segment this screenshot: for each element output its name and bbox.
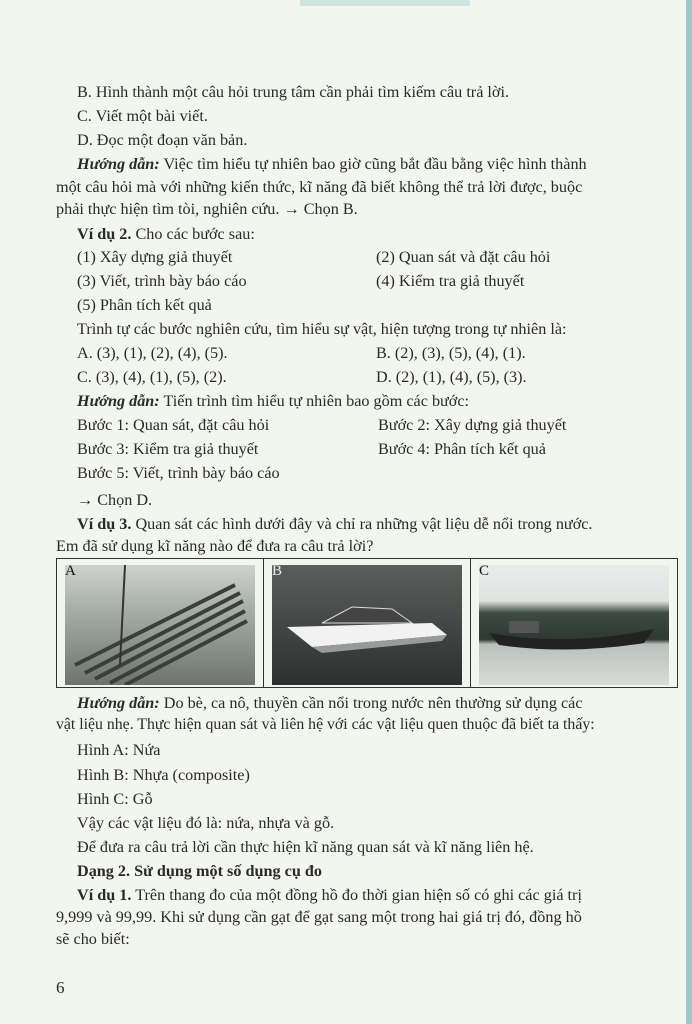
guide-label: Hướng dẫn: bbox=[77, 392, 160, 410]
guide-text: Việc tìm hiểu tự nhiên bao giờ cũng bắt đầu bằng việc hình thành bbox=[159, 155, 587, 173]
guide-step-5: Bước 5: Viết, trình bày báo cáo bbox=[77, 464, 280, 482]
item-c: Hình C: Gỗ bbox=[77, 790, 153, 808]
answer-c: C. (3), (4), (1), (5), (2). bbox=[77, 368, 227, 386]
guide-2 bbox=[77, 391, 469, 411]
example-1-line3: sẽ cho biết: bbox=[56, 930, 130, 948]
page-edge-strip bbox=[686, 0, 692, 1024]
top-band bbox=[300, 0, 470, 6]
figure-row bbox=[56, 558, 678, 688]
example-1 bbox=[77, 885, 582, 905]
example-text: Cho các bước sau: bbox=[131, 225, 255, 243]
figure-label: B bbox=[272, 563, 283, 579]
section-heading: Dạng 2. Sử dụng một số dụng cụ đo bbox=[77, 862, 322, 880]
guide-1-line2: một câu hỏi mà với những kiến thức, kĩ năng đã biết không thể trả lời được, buộc bbox=[56, 178, 583, 196]
figure-label: C bbox=[479, 563, 490, 579]
item-b: Hình B: Nhựa (composite) bbox=[77, 766, 250, 784]
answer-b: B. (2), (3), (5), (4), (1). bbox=[376, 344, 526, 362]
step-2: (2) Quan sát và đặt câu hỏi bbox=[376, 248, 551, 266]
guide-3 bbox=[77, 693, 583, 713]
figure-b bbox=[264, 559, 471, 687]
step-3: (3) Viết, trình bày báo cáo bbox=[77, 272, 247, 290]
question: Trình tự các bước nghiên cứu, tìm hiểu sự vật, hiện tượng trong tự nhiên là: bbox=[77, 320, 567, 338]
guide-label: Hướng dẫn: bbox=[77, 155, 160, 173]
speedboat-photo bbox=[272, 565, 462, 685]
example-label: Ví dụ 1. bbox=[77, 886, 132, 904]
example-1-line2: 9,999 và 99,99. Khi sử dụng cần gạt để gạt sang một trong hai giá trị đó, đồng hồ bbox=[56, 908, 582, 926]
step-4: (4) Kiểm tra giả thuyết bbox=[376, 272, 525, 290]
guide-step-4: Bước 4: Phân tích kết quả bbox=[378, 440, 546, 458]
item-a: Hình A: Nứa bbox=[77, 741, 161, 759]
figure-a bbox=[57, 559, 264, 687]
example-label: Ví dụ 2. bbox=[77, 225, 132, 243]
answer-choice: → Chọn D. bbox=[77, 491, 153, 509]
wooden-boat-photo bbox=[479, 565, 669, 685]
answer-a: A. (3), (1), (2), (4), (5). bbox=[77, 344, 228, 362]
bamboo-raft-photo bbox=[65, 565, 255, 685]
page-number: 6 bbox=[56, 978, 65, 997]
guide-1-line3: phải thực hiện tìm tòi, nghiên cứu. → Chọn B. bbox=[56, 200, 358, 218]
example-label: Ví dụ 3. bbox=[77, 515, 132, 533]
guide-text: Tiến trình tìm hiểu tự nhiên bao gồm các bước: bbox=[159, 392, 470, 410]
guide-3-line2: vật liệu nhẹ. Thực hiện quan sát và liên hệ với các vật liệu quen thuộc đã biết ta thấy: bbox=[56, 716, 595, 733]
guide-1 bbox=[77, 154, 587, 174]
example-text: Trên thang đo của một đồng hồ đo thời gian hiện số có ghi các giá trị bbox=[131, 886, 582, 904]
guide-step-2: Bước 2: Xây dựng giả thuyết bbox=[378, 416, 567, 434]
guide-step-3: Bước 3: Kiểm tra giả thuyết bbox=[77, 440, 259, 458]
guide-text: Do bè, ca nô, thuyền cần nổi trong nước nên thường sử dụng các bbox=[159, 694, 583, 712]
example-2 bbox=[77, 224, 255, 244]
guide-label: Hướng dẫn: bbox=[77, 694, 160, 712]
step-5: (5) Phân tích kết quả bbox=[77, 296, 212, 314]
guide-step-1: Bước 1: Quan sát, đặt câu hỏi bbox=[77, 416, 270, 434]
step-1: (1) Xây dựng giả thuyết bbox=[77, 248, 233, 266]
figure-label: A bbox=[65, 563, 76, 579]
example-3-line2: Em đã sử dụng kĩ năng nào để đưa ra câu trả lời? bbox=[56, 537, 374, 555]
option-c: C. Viết một bài viết. bbox=[77, 107, 208, 125]
answer-d: D. (2), (1), (4), (5), (3). bbox=[376, 368, 527, 386]
figure-c bbox=[471, 559, 677, 687]
option-d: D. Đọc một đoạn văn bản. bbox=[77, 131, 248, 149]
skill-note: Để đưa ra câu trả lời cần thực hiện kĩ năng quan sát và kĩ năng liên hệ. bbox=[77, 838, 534, 856]
example-text: Quan sát các hình dưới đây và chỉ ra những vật liệu dễ nổi trong nước. bbox=[131, 515, 593, 533]
example-3 bbox=[77, 514, 592, 534]
conclusion: Vậy các vật liệu đó là: nứa, nhựa và gỗ. bbox=[77, 814, 335, 832]
option-b: B. Hình thành một câu hỏi trung tâm cần phải tìm kiếm câu trả lời. bbox=[77, 83, 510, 101]
